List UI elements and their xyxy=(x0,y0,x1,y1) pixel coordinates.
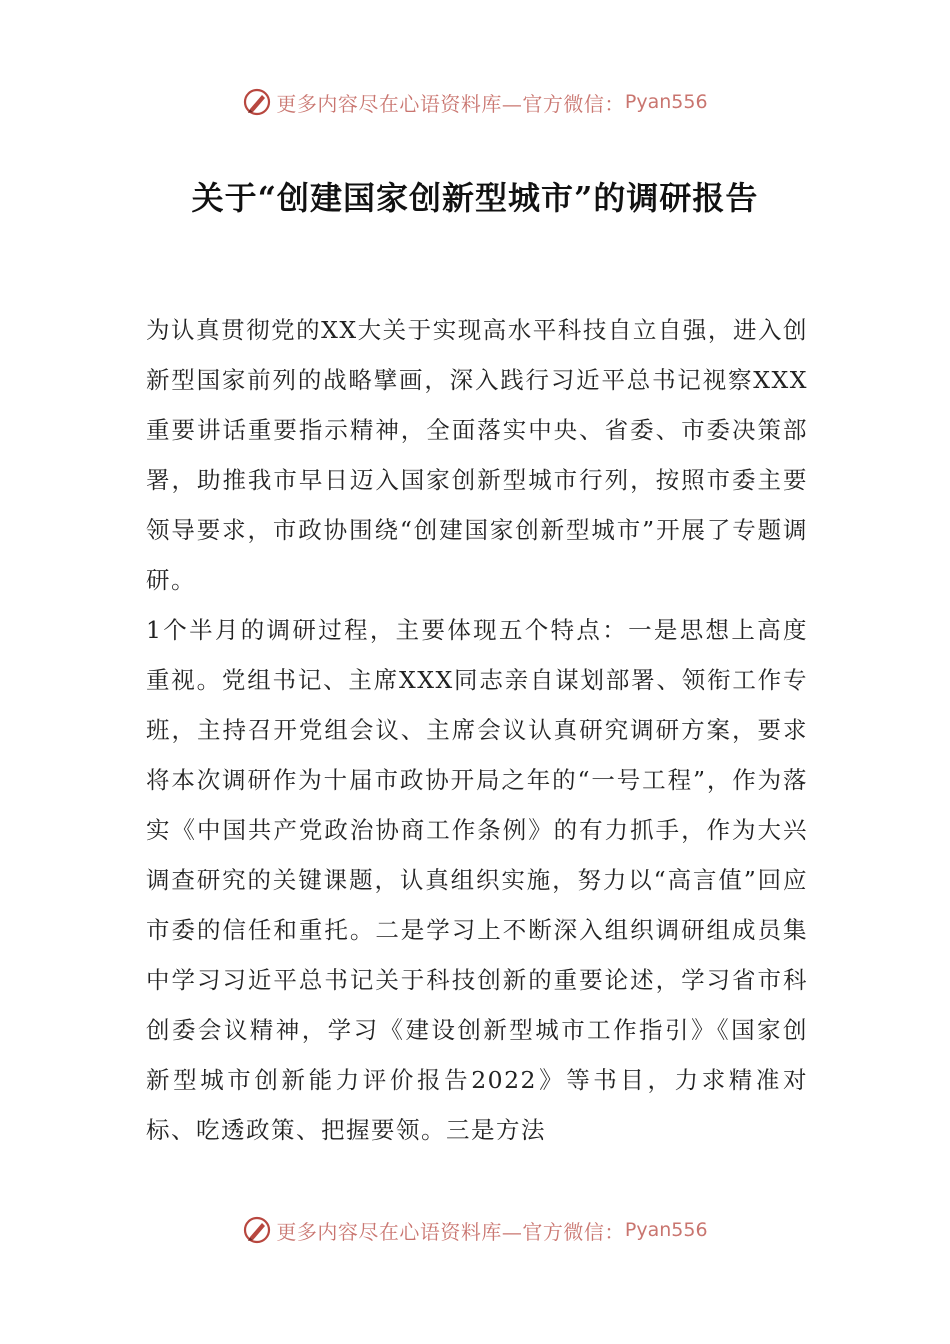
document-title: 关于“创建国家创新型城市”的调研报告 xyxy=(191,179,759,217)
watermark-wechat-id: Pyan556 xyxy=(624,91,708,113)
header-watermark xyxy=(0,82,950,122)
paragraph: 为认真贯彻党的XX大关于实现高水平科技自立自强，进入创新型国家前列的战略擘画，深入践行习近平总书记视察XXX重要讲话重要指示精神，全面落实中央、省委、市委决策部署，助推我市早日迈入国家创新型城市行列，按照市委主要领导要求，市政协围绕“创建国家创新型城市”开展了专题调研。 xyxy=(146,316,808,594)
pen-logo-icon xyxy=(242,1215,272,1245)
footer-watermark xyxy=(0,1210,950,1250)
watermark-text: 更多内容尽在心语资料库—官方微信： xyxy=(276,1219,625,1244)
watermark-text: 更多内容尽在心语资料库—官方微信： xyxy=(276,91,625,116)
watermark-wechat-id: Pyan556 xyxy=(624,1219,708,1241)
paragraph: 1个半月的调研过程，主要体现五个特点：一是思想上高度重视。党组书记、主席XXX同志亲自谋划部署、领衔工作专班，主持召开党组会议、主席会议认真研究调研方案，要求将本次调研作为十届市政协开局之年的“一号工程”，作为落实《中国共产党政治协商工作条例》的有力抓手，作为大兴调查研究的关键课题，认真组织实施，努力以“高言值”回应市委的信任和重托。二是学习上不断深入组织调研组成员集中学习习近平总书记关于科技创新的重要论述，学习省市科创委会议精神，学习《建设创新型城市工作指引》《国家创新型城市创新能力评价报告2022》等书目，力求精准对标、吃透政策、把握要领。三是方法 xyxy=(146,616,808,1144)
document-body xyxy=(146,305,808,1155)
pen-logo-icon xyxy=(242,87,272,117)
